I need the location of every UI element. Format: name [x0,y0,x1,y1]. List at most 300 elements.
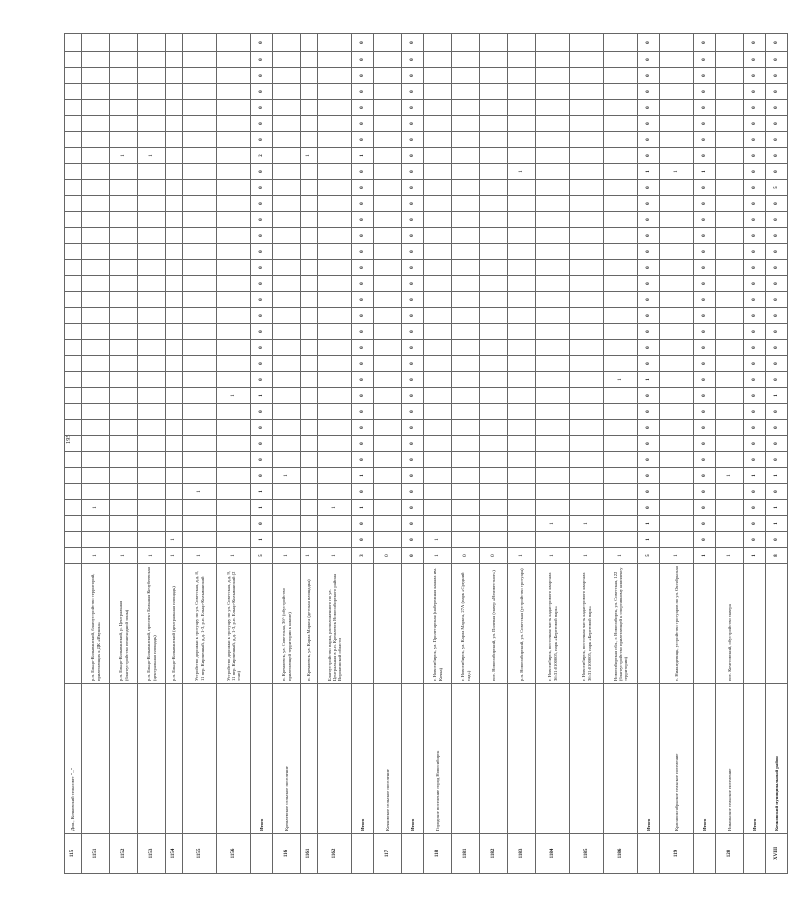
value-cell: 1 [604,548,638,564]
value-cell [166,500,183,516]
value-cell [166,244,183,260]
value-cell [65,500,82,516]
value-cell: 0 [352,68,374,84]
value-cell: 0 [766,34,788,52]
value-cell [318,404,352,420]
value-cell [65,116,82,132]
table-row [251,34,273,874]
value-cell [166,292,183,308]
value-cell [273,356,301,372]
value-cell [570,260,604,276]
value-cell [374,452,402,468]
value-cell [424,292,452,308]
value-cell [217,180,251,196]
value-cell: 1 [570,516,604,532]
value-cell [318,292,352,308]
value-cell [110,436,138,452]
value-cell [318,68,352,84]
value-cell: 0 [766,532,788,548]
value-cell: 0 [694,244,716,260]
value-cell: 0 [251,244,273,260]
value-cell [480,276,508,292]
value-cell [480,388,508,404]
value-cell: 0 [744,404,766,420]
value-cell: 1 [166,548,183,564]
value-cell [536,356,570,372]
value-cell: 0 [694,372,716,388]
value-cell: 0 [638,116,660,132]
value-cell [570,164,604,180]
value-cell: 0 [352,196,374,212]
value-cell: 1 [604,372,638,388]
value-cell [660,468,694,484]
value-cell [138,468,166,484]
table-row [402,34,424,874]
value-cell [82,436,110,452]
value-cell [660,196,694,212]
value-cell: 0 [694,500,716,516]
value-cell: 0 [744,340,766,356]
value-cell [273,276,301,292]
value-cell [166,468,183,484]
page-number: 195 [66,434,72,444]
value-cell [318,436,352,452]
value-cell: 0 [694,356,716,372]
row-name-cell [301,684,318,834]
value-cell [604,420,638,436]
value-cell [424,212,452,228]
value-cell [166,68,183,84]
value-cell [424,404,452,420]
value-cell [508,468,536,484]
value-cell [716,260,744,276]
value-cell [374,164,402,180]
value-cell: 0 [638,388,660,404]
value-cell [716,452,744,468]
value-cell [604,532,638,548]
value-cell [65,548,82,564]
value-cell [480,34,508,52]
row-number-cell: 117 [374,834,402,874]
value-cell: 2 [251,148,273,164]
value-cell: 0 [374,548,402,564]
value-cell: 0 [766,452,788,468]
value-cell [217,452,251,468]
value-cell [716,52,744,68]
value-cell [166,148,183,164]
value-cell [480,68,508,84]
value-cell: 0 [352,308,374,324]
value-cell: 0 [694,340,716,356]
value-cell [183,356,217,372]
value-cell [166,388,183,404]
value-cell [138,452,166,468]
table-row [301,34,318,874]
value-cell: 1 [766,516,788,532]
value-cell [716,436,744,452]
value-cell [452,308,480,324]
value-cell: 0 [766,308,788,324]
value-cell: 0 [766,212,788,228]
value-cell [536,212,570,228]
value-cell [183,132,217,148]
value-cell [660,260,694,276]
value-cell: 0 [251,180,273,196]
value-cell: 0 [352,244,374,260]
value-cell: 0 [402,164,424,180]
value-cell [273,212,301,228]
value-cell [660,436,694,452]
value-cell [82,532,110,548]
value-cell [508,420,536,436]
value-cell [110,260,138,276]
value-cell [660,228,694,244]
table-row [318,34,352,874]
value-cell: 0 [251,372,273,388]
value-cell: 0 [638,468,660,484]
value-cell [183,164,217,180]
value-cell: 0 [766,340,788,356]
value-cell: 1 [424,548,452,564]
row-name-cell: Итого [251,684,273,834]
value-cell [138,132,166,148]
value-cell: 0 [694,148,716,164]
value-cell [452,244,480,260]
value-cell [301,484,318,500]
value-cell: 0 [744,196,766,212]
value-cell: 1 [716,468,744,484]
row-name-cell [217,684,251,834]
value-cell [110,84,138,100]
value-cell [166,452,183,468]
value-cell [65,196,82,212]
value-cell [536,52,570,68]
value-cell [110,116,138,132]
value-cell [716,388,744,404]
value-cell [424,356,452,372]
row-number-cell [638,834,660,874]
value-cell [65,68,82,84]
value-cell [82,196,110,212]
value-cell: 0 [638,420,660,436]
row-description-cell: г. Новосибирск, восточная часть кадастрового квартала 36:31:0100005, парк «Береговой парк» [570,564,604,684]
value-cell: 0 [744,52,766,68]
value-cell: 0 [638,244,660,260]
value-cell [65,180,82,196]
value-cell [273,132,301,148]
row-name-cell: Кочковский муниципальный район [766,684,788,834]
value-cell [217,372,251,388]
row-name-cell: Итого [694,684,716,834]
value-cell [65,260,82,276]
value-cell: 0 [352,420,374,436]
value-cell [536,308,570,324]
value-cell [508,148,536,164]
value-cell [480,500,508,516]
row-number-cell: 1152 [110,834,138,874]
value-cell [452,372,480,388]
value-cell [301,452,318,468]
value-cell [570,276,604,292]
value-cell: 1 [424,532,452,548]
value-cell [480,404,508,420]
row-number-cell: 1181 [452,834,480,874]
row-description-cell: п. Кремлевск, ул. Советская, 36^ (обустройство прилегающей территории к школе) [273,564,301,684]
value-cell [166,404,183,420]
value-cell [660,324,694,340]
row-number-cell: 1153 [138,834,166,874]
row-number-cell: 1161 [301,834,318,874]
value-cell [660,34,694,52]
value-cell [374,484,402,500]
value-cell [424,196,452,212]
row-number-cell: 1183 [508,834,536,874]
value-cell [374,436,402,452]
value-cell [183,500,217,516]
value-cell [217,436,251,452]
value-cell [508,116,536,132]
value-cell [217,500,251,516]
value-cell [424,228,452,244]
value-cell [318,180,352,196]
value-cell: 0 [694,260,716,276]
value-cell [508,34,536,52]
value-cell [273,260,301,276]
value-cell: 0 [402,212,424,228]
value-cell [217,532,251,548]
value-cell [166,116,183,132]
value-cell [273,52,301,68]
value-cell [604,436,638,452]
value-cell [110,308,138,324]
value-cell: 0 [638,276,660,292]
value-cell: 0 [402,436,424,452]
value-cell: 1 [183,548,217,564]
value-cell [217,292,251,308]
table-row [716,34,744,874]
value-cell [604,452,638,468]
value-cell [301,500,318,516]
value-cell: 1 [638,372,660,388]
value-cell [536,324,570,340]
value-cell [65,308,82,324]
value-cell [424,180,452,196]
value-cell [301,276,318,292]
value-cell [166,308,183,324]
value-cell [536,260,570,276]
value-cell [508,180,536,196]
value-cell [82,212,110,228]
value-cell: 0 [251,196,273,212]
value-cell [110,132,138,148]
value-cell [138,180,166,196]
value-cell: 1 [301,148,318,164]
value-cell [82,356,110,372]
value-cell [570,244,604,260]
value-cell [570,500,604,516]
value-cell [452,452,480,468]
value-cell [183,420,217,436]
row-number-cell [251,834,273,874]
value-cell [536,68,570,84]
value-cell [65,532,82,548]
value-cell: 0 [638,484,660,500]
value-cell: 0 [402,52,424,68]
value-cell: 1 [766,388,788,404]
value-cell [110,244,138,260]
value-cell [273,388,301,404]
value-cell [374,52,402,68]
value-cell [217,34,251,52]
value-cell: 0 [766,228,788,244]
value-cell [166,84,183,100]
value-cell [217,356,251,372]
value-cell [318,34,352,52]
value-cell [480,532,508,548]
value-cell [82,52,110,68]
value-cell [604,340,638,356]
row-number-cell: 120 [716,834,744,874]
value-cell [65,340,82,356]
value-cell [301,532,318,548]
value-cell: 0 [352,372,374,388]
value-cell: 0 [402,276,424,292]
row-description-cell [694,564,716,684]
row-name-cell [318,684,352,834]
value-cell [138,500,166,516]
row-description-cell: Устройство дорожки к тротуару по ул. Советская, д.д. 9, 11 пер. Кирпичный, д.д. 1-3, р.п. Ельцо-Колыванский (2 этап) [217,564,251,684]
value-cell [570,52,604,68]
value-cell [166,260,183,276]
value-cell: 0 [766,372,788,388]
value-cell [508,228,536,244]
value-cell: 1 [166,532,183,548]
value-cell [166,34,183,52]
value-cell [480,100,508,116]
value-cell: 0 [694,100,716,116]
value-cell [82,34,110,52]
value-cell [65,132,82,148]
value-cell: 1 [766,500,788,516]
value-cell [374,34,402,52]
value-cell: 0 [402,244,424,260]
value-cell [273,68,301,84]
value-cell [424,340,452,356]
value-cell [536,100,570,116]
value-cell: 0 [766,68,788,84]
value-cell [424,116,452,132]
value-cell: 0 [694,388,716,404]
value-cell: 0 [352,484,374,500]
value-cell [536,436,570,452]
value-cell: 0 [638,52,660,68]
value-cell: 0 [638,308,660,324]
value-cell [716,132,744,148]
value-cell: 0 [251,276,273,292]
value-cell [318,388,352,404]
value-cell: 0 [638,340,660,356]
table-row [638,34,660,874]
value-cell: 0 [402,548,424,564]
value-cell [110,276,138,292]
value-cell [480,292,508,308]
row-description-cell [65,564,82,684]
value-cell [318,148,352,164]
value-cell [65,34,82,52]
value-cell [82,84,110,100]
value-cell [217,260,251,276]
row-name-cell [82,684,110,834]
row-number-cell: 1182 [480,834,508,874]
value-cell [65,84,82,100]
value-cell: 1 [508,164,536,180]
row-number-cell: 1185 [570,834,604,874]
value-cell [217,100,251,116]
value-cell [570,132,604,148]
value-cell [273,164,301,180]
value-cell [536,116,570,132]
value-cell [110,452,138,468]
value-cell: 0 [744,244,766,260]
value-cell [452,132,480,148]
value-cell [273,34,301,52]
value-cell [217,468,251,484]
value-cell [166,436,183,452]
value-cell [318,276,352,292]
value-cell: 0 [402,116,424,132]
value-cell [65,452,82,468]
row-description-cell [374,564,402,684]
value-cell: 0 [251,516,273,532]
value-cell [570,196,604,212]
value-cell: 0 [694,180,716,196]
value-cell [536,164,570,180]
value-cell [138,324,166,340]
value-cell [138,100,166,116]
value-cell [110,356,138,372]
value-cell [508,244,536,260]
value-cell [660,100,694,116]
value-cell [508,324,536,340]
value-cell: 0 [638,500,660,516]
value-cell: 1 [110,548,138,564]
value-cell: 1 [638,516,660,532]
value-cell [65,372,82,388]
value-cell [273,500,301,516]
value-cell: 1 [251,500,273,516]
value-cell [508,196,536,212]
value-cell: 0 [352,116,374,132]
value-cell [301,372,318,388]
value-cell [570,34,604,52]
value-cell: 0 [694,276,716,292]
value-cell [508,372,536,388]
value-cell: 0 [638,324,660,340]
value-cell [570,292,604,308]
value-cell [424,516,452,532]
value-cell [508,260,536,276]
value-cell [273,308,301,324]
value-cell [536,148,570,164]
value-cell [424,420,452,436]
value-cell: 0 [402,500,424,516]
value-cell: 0 [766,116,788,132]
value-cell [183,244,217,260]
value-cell [508,292,536,308]
value-cell [217,84,251,100]
row-number-cell: 118 [424,834,452,874]
value-cell [374,324,402,340]
